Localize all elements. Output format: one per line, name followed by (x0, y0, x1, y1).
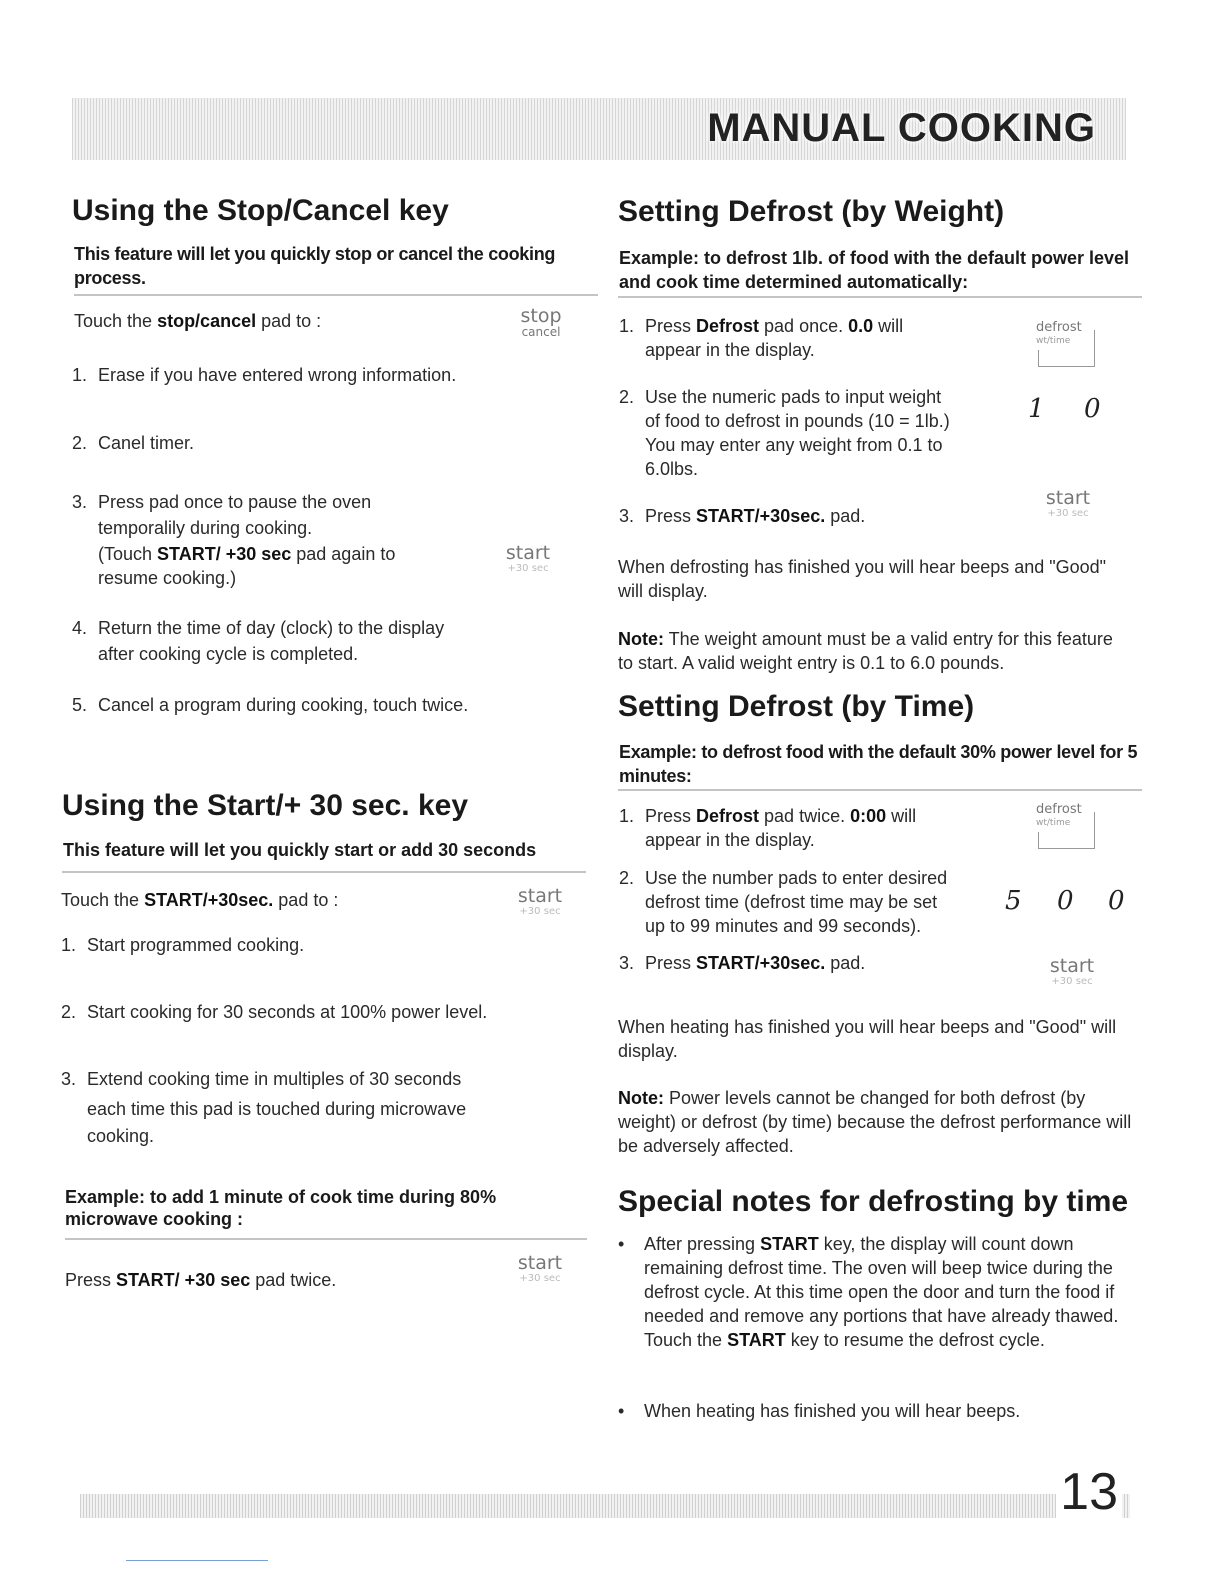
bullet-icon: • (618, 1401, 625, 1421)
defrost-time-step-3: 3. Press START/+30sec. pad. (619, 953, 866, 973)
stop-cancel-item-3: 3. Press pad once to pause the oven temporalily during cooking. (Touch START/ +30 sec pad again to resume cooking.) (72, 492, 396, 588)
display-digit: 0 (1084, 394, 1101, 424)
defrost-weight-step-2: 2. Use the numeric pads to input weight of food to defrost in pounds (10 = 1lb.) You may enter any weight from 0.1 to 6.0lbs. (619, 387, 950, 479)
start-key-icon: start +30 sec (517, 1252, 563, 1284)
start-key-subtitle: This feature will let you quickly start or add 30 seconds (63, 840, 537, 860)
stop-cancel-key: stop cancel (520, 305, 562, 339)
start-key-intro: Touch the START/+30sec. pad to : (61, 890, 339, 910)
divider (74, 294, 598, 296)
defrost-weight-step-3: 3. Press START/+30sec. pad. (619, 506, 866, 526)
special-notes-bullet-2: • When heating has finished you will hear beeps. (618, 1401, 1021, 1421)
start-key: start +30 sec (505, 542, 551, 574)
start-key-item-3: 3. Extend cooking time in multiples of 30 seconds each time this pad is touched during microwave cooking. (61, 1069, 467, 1146)
defrost-time-step-1: 1. Press Defrost pad twice. 0:00 will appear in the display. (619, 806, 917, 850)
defrost-time-heading: Setting Defrost (by Time) (618, 690, 975, 723)
display-digit: 0 (1057, 886, 1074, 916)
stop-cancel-item-4: 4. Return the time of day (clock) to the display after cooking cycle is completed. (72, 618, 445, 664)
page-number: 13 (1056, 1466, 1122, 1518)
defrost-time-finish: When heating has finished you will hear beeps and "Good" will display. (618, 1017, 1117, 1061)
defrost-weight-note: Note: The weight amount must be a valid entry for this feature to start. A valid weight entry is 0.1 to 6.0 pounds. (618, 629, 1113, 673)
display-digit: 0 (1108, 886, 1125, 916)
defrost-time-example: Example: to defrost food with the default 30% power level for 5 minutes: (619, 742, 1138, 786)
display-digit: 5 (1005, 886, 1022, 916)
stop-cancel-intro: Touch the stop/cancel pad to : (74, 311, 322, 331)
defrost-weight-step-1: 1. Press Defrost pad once. 0.0 will appear in the display. (619, 316, 904, 360)
defrost-weight-example: Example: to defrost 1lb. of food with the default power level and cook time determined automatically: (619, 248, 1130, 292)
divider (618, 296, 1142, 298)
start-key-icon: start +30 sec (517, 885, 563, 917)
start-key-heading: Using the Start/+ 30 sec. key (62, 789, 469, 822)
stop-cancel-subtitle: This feature will let you quickly stop or cancel the cooking process. (74, 244, 556, 288)
divider (65, 1238, 587, 1240)
start-key-press: Press START/ +30 sec pad twice. (65, 1270, 337, 1290)
start-key: start +30 sec (1049, 955, 1095, 987)
start-key: start +30 sec (1045, 487, 1091, 519)
defrost-key: defrost wt/time (1036, 802, 1096, 854)
header-banner (72, 98, 1126, 160)
display-digit: 1 (1028, 394, 1045, 424)
stop-cancel-item-1: 1. Erase if you have entered wrong information. (72, 365, 457, 385)
defrost-key: defrost wt/time (1036, 320, 1096, 372)
defrost-time-note: Note: Power levels cannot be changed for both defrost (by weight) or defrost (by time) because the defrost performance will be adversely affected. (618, 1088, 1132, 1156)
start-key-item-2: 2. Start cooking for 30 seconds at 100% power level. (61, 1002, 488, 1022)
footer-divider (126, 1560, 268, 1561)
bullet-icon: • (618, 1234, 625, 1254)
defrost-weight-finish: When defrosting has finished you will hear beeps and "Good" will display. (618, 557, 1107, 601)
special-notes-heading: Special notes for defrosting by time (618, 1185, 1129, 1218)
divider (62, 871, 586, 873)
stop-cancel-heading: Using the Stop/Cancel key (72, 194, 449, 227)
defrost-weight-heading: Setting Defrost (by Weight) (618, 195, 1005, 228)
footer-bar (80, 1494, 1130, 1518)
defrost-time-step-2: 2. Use the number pads to enter desired defrost time (defrost time may be set up to 99 minutes and 99 seconds). (619, 868, 948, 936)
start-key-item-1: 1. Start programmed cooking. (61, 935, 305, 955)
start-key-example: Example: to add 1 minute of cook time during 80% microwave cooking : (65, 1187, 497, 1229)
special-notes-bullet-1: • After pressing START key, the display will count down remaining defrost time. The oven will beep twice during the defrost cycle. At this time open the door and turn the food if needed and remove any portions that have already thawed. Touch the START key to resume the defrost cycle. (618, 1234, 1119, 1350)
divider (618, 789, 1142, 791)
stop-cancel-item-5: 5. Cancel a program during cooking, touch twice. (72, 695, 469, 715)
stop-cancel-item-2: 2. Canel timer. (72, 433, 195, 453)
page-title: MANUAL COOKING (707, 106, 1096, 150)
